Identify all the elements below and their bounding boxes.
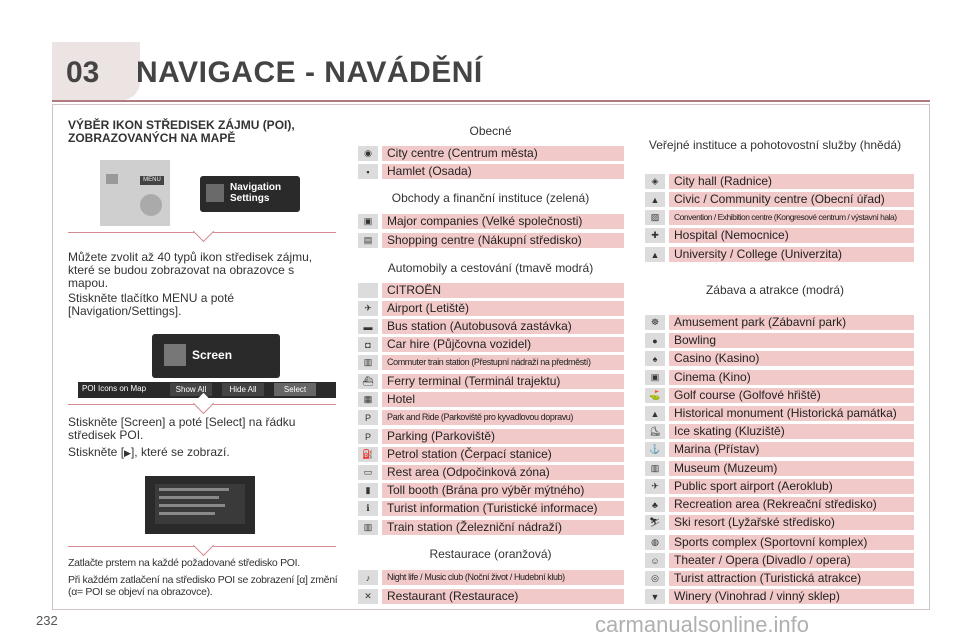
poi-label: Marina (Přístav)	[669, 442, 914, 457]
poi-list-screen	[145, 476, 255, 534]
poi-label: City centre (Centrum města)	[382, 146, 624, 161]
poi-label: Recreation area (Rekreační středisko)	[669, 497, 914, 512]
compass-icon	[206, 184, 224, 202]
paragraph-press: Zatlačte prstem na každé požadované středisko POI.	[68, 557, 300, 569]
play-icon: ▶	[124, 448, 131, 458]
hotel-icon: ▦	[358, 392, 378, 407]
paragraph-arrow	[68, 446, 336, 460]
poi-label: CITROËN	[382, 283, 624, 298]
screen-button	[152, 334, 280, 378]
poi-label: Convention / Exhibition centre (Kongresové centrum / výstavní hala)	[669, 210, 914, 225]
poi-list-line	[159, 488, 229, 491]
university-icon: ▲	[645, 247, 665, 262]
poi-label: Train station (Železniční nádraží)	[382, 520, 624, 535]
hospital-icon: ✚	[645, 228, 665, 243]
poi-label: Hamlet (Osada)	[382, 164, 624, 179]
poi-list-line	[159, 504, 225, 507]
category-restaurants: Restaurace (oranžová)	[429, 547, 552, 561]
page-title: NAVIGACE - NAVÁDĚNÍ	[136, 56, 483, 89]
restaurant-icon: ✕	[358, 589, 378, 604]
category-public: Veřejné instituce a pohotovostní služby (hnědá)	[648, 138, 902, 152]
page-number: 232	[36, 613, 58, 628]
poi-label: Ferry terminal (Terminál trajektu)	[382, 374, 624, 389]
poi-label: Bowling	[669, 333, 914, 348]
poi-label: Public sport airport (Aeroklub)	[669, 479, 914, 494]
train-station-icon: ▥	[358, 520, 378, 535]
ice-skating-icon: ⛸	[645, 424, 665, 439]
golf-icon: ⛳	[645, 388, 665, 403]
ski-icon: ⛷	[645, 515, 665, 530]
parking-icon: P	[358, 429, 378, 444]
theater-icon: ☺	[645, 553, 665, 568]
menu-button: MENU	[140, 176, 164, 185]
train-icon: ▥	[358, 355, 378, 370]
info-icon: ℹ	[358, 501, 378, 516]
show-all-button: Show All	[170, 383, 212, 396]
paragraph-screen: Stiskněte [Screen] a poté [Select] na řádku středisek POI.	[68, 415, 296, 442]
poi-label: Turist information (Turistické informace)	[382, 501, 624, 516]
poi-label: Sports complex (Sportovní komplex)	[669, 535, 914, 550]
poi-label: Cinema (Kino)	[669, 370, 914, 385]
airport-icon: ✈	[358, 301, 378, 316]
knob-icon	[106, 174, 118, 184]
poi-label: Casino (Kasino)	[669, 351, 914, 366]
screen-label: Screen	[192, 348, 233, 362]
sports-icon: ◍	[645, 535, 665, 550]
navigation-settings-button	[200, 176, 300, 212]
poi-label: Car hire (Půjčovna vozidel)	[382, 337, 624, 352]
paragraph-toggle: Při každém zatlačení na středisko POI se zobrazení [α] změní (α= POI se objeví na obrazovce).	[68, 574, 338, 598]
category-general: Obecné	[469, 124, 512, 138]
poi-icon	[358, 283, 378, 298]
poi-label: Ski resort (Lyžařské středisko)	[669, 515, 914, 530]
section-heading: VÝBĚR IKON STŘEDISEK ZÁJMU (POI), ZOBRAZOVANÝCH NA MAPĚ	[68, 118, 295, 145]
poi-icon: ▣	[358, 214, 378, 229]
rest-area-icon: ▭	[358, 465, 378, 480]
poi-label: Amusement park (Zábavní park)	[669, 315, 914, 330]
poi-label: Night life / Music club (Noční život / Hudební klub)	[382, 570, 624, 585]
poi-label: Hospital (Nemocnice)	[669, 228, 914, 243]
poi-icon: ◉	[358, 146, 378, 161]
poi-label: Golf course (Golfové hřiště)	[669, 388, 914, 403]
category-leisure: Zábava a atrakce (modrá)	[705, 283, 845, 297]
paragraph-arrow-end: ], které se zobrazí.	[130, 445, 230, 459]
navigation-settings-label: Navigation Settings	[230, 182, 282, 204]
poi-bar-label: POI Icons on Map	[82, 384, 147, 393]
poi-label: Parking (Parkoviště)	[382, 429, 624, 444]
poi-label: Shopping centre (Nákupní středisko)	[382, 233, 624, 248]
poi-label: Petrol station (Čerpací stanice)	[382, 447, 624, 462]
city-hall-icon: ◈	[645, 174, 665, 189]
select-button: Select	[274, 383, 316, 396]
poi-label: Civic / Community centre (Obecní úřad)	[669, 192, 914, 207]
poi-label: City hall (Radnice)	[669, 174, 914, 189]
fuel-icon: ⛽	[358, 447, 378, 462]
poi-label: Park and Ride (Parkoviště pro kyvadlovou dopravu)	[382, 410, 624, 425]
paragraph-intro: Můžete zvolit až 40 typů ikon středisek zájmu, které se budou zobrazovat na obrazovce s mapou.	[68, 250, 313, 290]
poi-label: Toll booth (Brána pro výběr mýtného)	[382, 483, 624, 498]
poi-label: Historical monument (Historická památka)	[669, 406, 914, 421]
park-and-ride-icon: P	[358, 410, 378, 425]
poi-label: Bus station (Autobusová zastávka)	[382, 319, 624, 334]
bowling-icon: ●	[645, 333, 665, 348]
bus-icon: ▬	[358, 319, 378, 334]
paragraph-menu: Stiskněte tlačítko MENU a poté [Navigation/Settings].	[68, 291, 235, 318]
category-shops: Obchody a finanční instituce (zelená)	[391, 191, 590, 205]
poi-label: Museum (Muzeum)	[669, 461, 914, 476]
poi-label: University / College (Univerzita)	[669, 247, 914, 262]
ferry-icon: ⛴	[358, 374, 378, 389]
car-icon: ◘	[358, 337, 378, 352]
casino-icon: ♠	[645, 351, 665, 366]
screen-icon	[164, 344, 186, 366]
music-icon: ♪	[358, 570, 378, 585]
poi-icon: ▤	[358, 233, 378, 248]
poi-label: Rest area (Odpočinková zóna)	[382, 465, 624, 480]
marina-icon: ⚓	[645, 442, 665, 457]
poi-label: Winery (Vinohrad / vinný sklep)	[669, 589, 914, 604]
poi-list-line	[159, 512, 215, 515]
category-transport: Automobily a cestování (tmavě modrá)	[387, 261, 594, 275]
civic-centre-icon: ▲	[645, 192, 665, 207]
header-rule	[52, 100, 930, 102]
dial-icon	[140, 194, 162, 216]
hide-all-button: Hide All	[222, 383, 264, 396]
poi-label: Commuter train station (Přestupní nádraží na předměstí)	[382, 355, 624, 370]
poi-label: Ice skating (Kluziště)	[669, 424, 914, 439]
head-unit-photo	[100, 160, 170, 226]
watermark: carmanualsonline.info	[595, 612, 810, 637]
aeroclub-icon: ✈	[645, 479, 665, 494]
winery-icon: ▼	[645, 589, 665, 604]
paragraph-arrow-start: Stiskněte [	[68, 445, 125, 459]
attraction-icon: ◎	[645, 571, 665, 586]
amusement-park-icon: ☸	[645, 315, 665, 330]
poi-label: Major companies (Velké společnosti)	[382, 214, 624, 229]
recreation-icon: ♣	[645, 497, 665, 512]
chapter-number: 03	[66, 56, 100, 89]
poi-label: Turist attraction (Turistická atrakce)	[669, 571, 914, 586]
poi-list-line	[159, 496, 219, 499]
monument-icon: ▲	[645, 406, 665, 421]
poi-icon: ▪	[358, 164, 378, 179]
convention-icon: ▨	[645, 210, 665, 225]
poi-label: Airport (Letiště)	[382, 301, 624, 316]
museum-icon: ▥	[645, 461, 665, 476]
poi-label: Hotel	[382, 392, 624, 407]
poi-label: Restaurant (Restaurace)	[382, 589, 624, 604]
toll-icon: ▮	[358, 483, 378, 498]
cinema-icon: ▣	[645, 370, 665, 385]
poi-label: Theater / Opera (Divadlo / opera)	[669, 553, 914, 568]
